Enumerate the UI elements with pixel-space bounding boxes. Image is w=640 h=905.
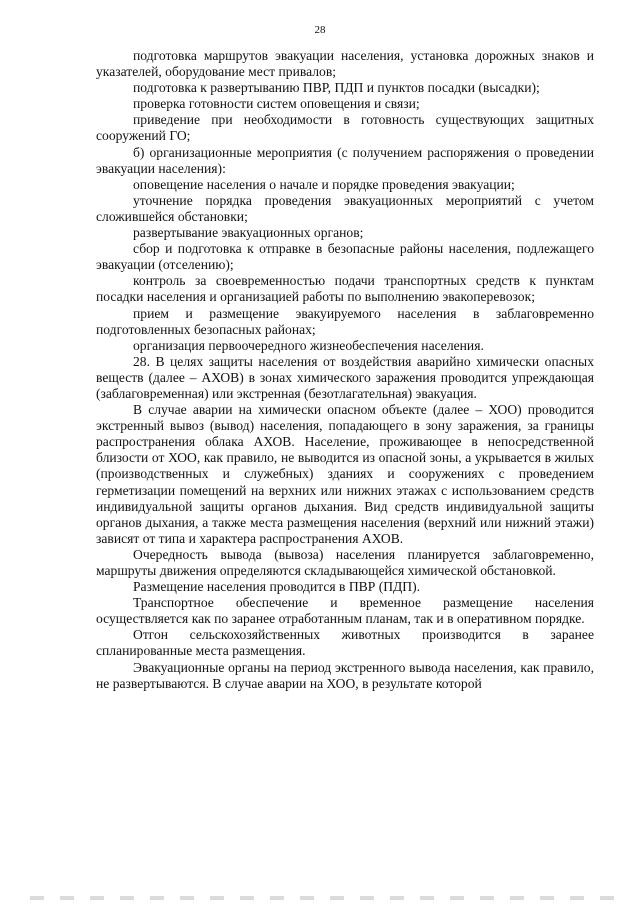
paragraph: подготовка к развертыванию ПВР, ПДП и пунктов посадки (высадки); [133,80,540,96]
scan-edge-artifact [30,896,630,900]
page-number: 28 [314,24,326,36]
paragraph: Очередность вывода (вывоза) населения планируется заблаговременно, маршруты движения определяются складывающейся химической обстановкой. [96,546,594,578]
paragraph: контроль за своевременностью подачи транспортных средств к пунктам посадки населения и организацией работы по выполнению эвакоперевозок; [96,273,594,305]
paragraph: Отгон сельскохозяйственных животных производится в заранее спланированные места размещения. [96,627,594,659]
paragraph: развертывание эвакуационных органов; [133,225,364,241]
paragraph: уточнение порядка проведения эвакуационных мероприятий с учетом сложившейся обстановки; [96,192,594,224]
document-body [96,48,594,692]
paragraph: приведение при необходимости в готовность существующих защитных сооружений ГО; [96,112,594,144]
paragraph: оповещение населения о начале и порядке проведения эвакуации; [133,176,515,192]
paragraph: б) организационные мероприятия (с получением распоряжения о проведении эвакуации населения): [96,144,594,176]
paragraph: В случае аварии на химически опасном объекте (далее – ХОО) проводится экстренный вывоз (вывод) населения, попадающего в зону заражения, за границы распространения облака АХОВ. Население, проживающее в непосредственной близости от ХОО, как правило, не выводится из опасной зоны, а укрывается в жилых (производственных и служебных) зданиях и сооружениях с проведением герметизации помещений на верхних или нижних этажах с использованием средств индивидуальной защиты органов дыхания. Вид средств индивидуальной защиты органов дыхания, а также места размещения населения (верхний или нижний этажи) зависят от типа и характера распространения АХОВ. [96,402,594,546]
paragraph: организация первоочередного жизнеобеспечения населения. [133,337,484,353]
paragraph: проверка готовности систем оповещения и связи; [133,96,420,112]
paragraph: подготовка маршрутов эвакуации населения, установка дорожных знаков и указателей, оборудование мест привалов; [96,48,594,80]
paragraph: Эвакуационные органы на период экстренного вывода населения, как правило, не развертываются. В случае аварии на ХОО, в результате которой [96,659,594,691]
paragraph: Транспортное обеспечение и временное размещение населения осуществляется как по заранее отработанным планам, так и в оперативном порядке. [96,595,594,627]
paragraph: прием и размещение эвакуируемого населения в заблаговременно подготовленных безопасных районах; [96,305,594,337]
paragraph: сбор и подготовка к отправке в безопасные районы населения, подлежащего эвакуации (отселению); [96,241,594,273]
paragraph: 28. В целях защиты населения от воздействия аварийно химически опасных веществ (далее – АХОВ) в зонах химического заражения проводится упреждающая (заблаговременная) или экстренная (безотлагательная) эвакуация. [96,353,594,401]
paragraph: Размещение населения проводится в ПВР (ПДП). [133,579,421,595]
